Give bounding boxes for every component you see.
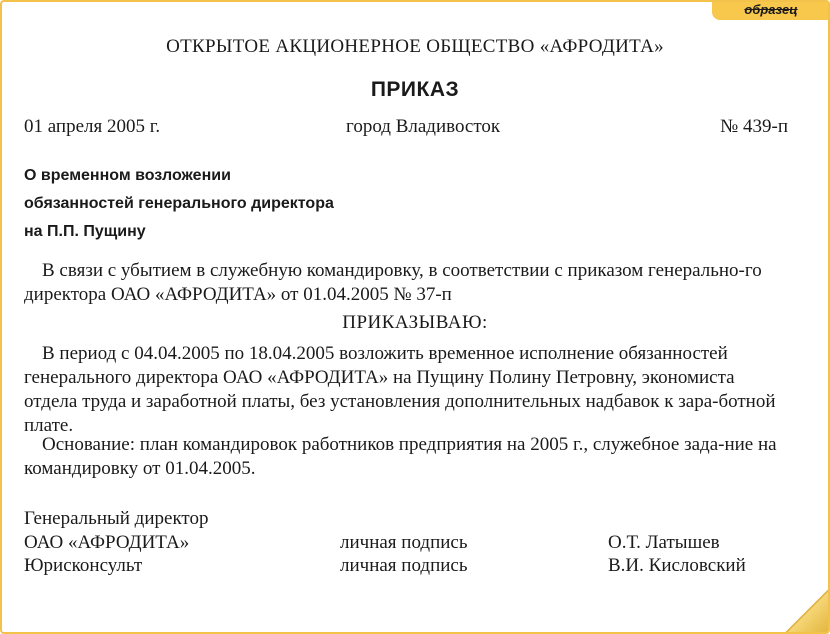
sample-stamp-label: образец [744,2,798,17]
order-number: № 439-п [720,116,788,137]
director-signature: личная подпись [340,532,468,553]
order-date: 01 апреля 2005 г. [24,116,161,137]
lawyer-name: В.И. Кисловский [608,555,746,576]
basis-paragraph: Основание: план командировок работников предприятия на 2005 г., служебное зада-ние на командировку от 01.04.2005. [24,434,777,479]
document-title: ПРИКАЗ [370,78,460,101]
order-paragraph: В период с 04.04.2005 по 18.04.2005 возложить временное исполнение обязанностей генерального директора ОАО «АФРОДИТА» на Пущину Полину Петровну, экономиста отдела труда и заработной платы, без установления дополнительных надбавок к зара-ботной плате. [24,343,776,436]
lawyer-signature: личная подпись [340,555,468,576]
order-city: город Владивосток [346,116,501,137]
subject-line: О временном возложении [24,167,231,184]
subject-line: на П.П. Пущину [24,223,146,240]
order-subject [24,162,334,246]
page-curl-corner [784,588,830,634]
lawyer-title: Юрисконсульт [24,555,143,576]
preamble-paragraph: В связи с убытием в служебную командировку, в соответствии с приказом генерально-го директора ОАО «АФРОДИТА» от 01.04.2005 № 37-п [24,260,762,305]
subject-line: обязанностей генерального директора [24,195,334,212]
director-title-line1: Генеральный директор [24,508,209,529]
order-word: ПРИКАЗЫВАЮ: [342,312,488,333]
director-name: О.Т. Латышев [608,532,720,553]
organization-name: ОТКРЫТОЕ АКЦИОНЕРНОЕ ОБЩЕСТВО «АФРОДИТА» [166,36,664,57]
director-title-line2: ОАО «АФРОДИТА» [24,532,190,553]
sample-stamp [712,0,830,20]
